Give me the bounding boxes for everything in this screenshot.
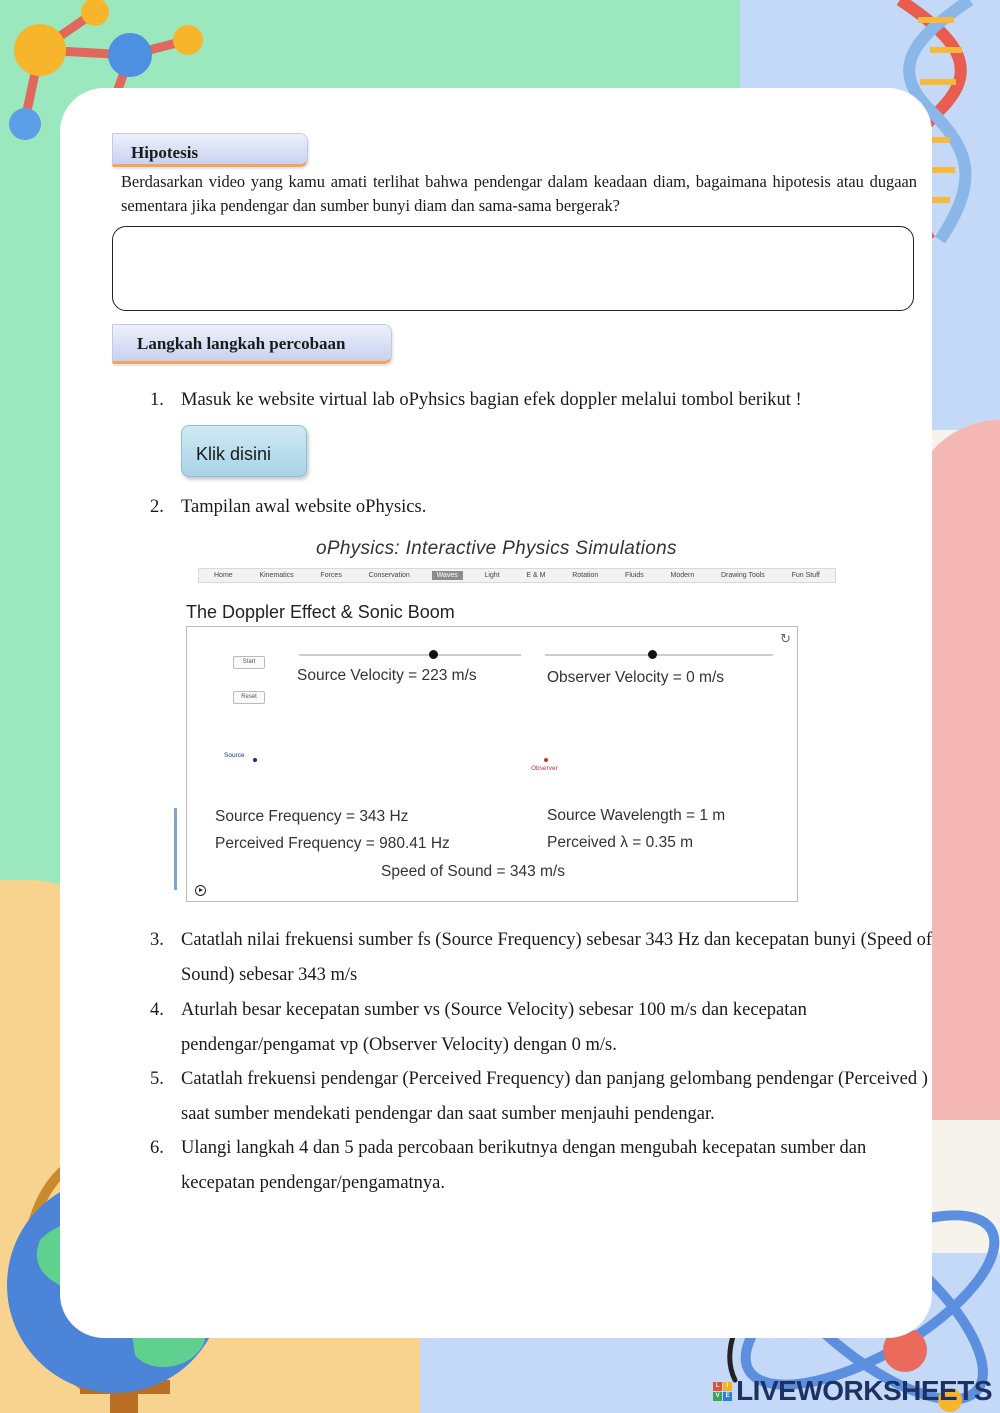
refresh-icon: ↻ (780, 631, 791, 646)
source-wavelength-label: Source Wavelength = 1 m (547, 807, 726, 824)
observer-dot (544, 758, 548, 762)
source-frequency-label: Source Frequency = 343 Hz (215, 808, 409, 825)
source-dot-label: Source (224, 752, 245, 759)
step-text: Catatlah nilai frekuensi sumber fs (Source Frequency) sebesar 343 Hz dan kecepatan bunyi (Speed of Sound) sebesar 343 m/s (181, 930, 933, 985)
nav-item: E & M (526, 572, 546, 579)
step-6 (150, 1131, 940, 1201)
source-dot (253, 758, 257, 762)
step-2 (150, 490, 940, 525)
play-icon (195, 885, 206, 896)
sim-title: The Doppler Effect & Sonic Boom (186, 602, 455, 622)
nav-item: Modern (670, 572, 695, 579)
reset-button: Reset (233, 691, 265, 704)
nav-item: Light (484, 572, 500, 579)
source-velocity-label: Source Velocity = 223 m/s (297, 667, 477, 684)
ophysics-screenshot (174, 530, 844, 905)
step-text: Aturlah besar kecepatan sumber vs (Source Velocity) sebesar 100 m/s dan kecepatan pendengar/pengamat vp (Observer Velocity) dengan 0 m/s. (181, 1000, 807, 1055)
nav-item: Kinematics (259, 572, 294, 579)
logo-mark-letter: L (713, 1382, 722, 1391)
scroll-indicator (174, 808, 177, 890)
hipotesis-heading: Hipotesis (112, 133, 308, 167)
slider-knob (648, 650, 657, 659)
source-velocity-slider (299, 654, 521, 656)
step-text: Ulangi langkah 4 dan 5 pada percobaan berikutnya dengan mengubah kecepatan sumber dan kecepatan pendengar/pengamatnya. (181, 1138, 867, 1193)
observer-velocity-slider (545, 654, 773, 656)
nav-item: Forces (320, 572, 342, 579)
step-number: 5. (150, 1069, 164, 1089)
nav-item: Fun Stuff (791, 572, 820, 579)
site-title: oPhysics: Interactive Physics Simulations (316, 538, 677, 559)
hipotesis-answer-field[interactable] (112, 226, 914, 311)
observer-dot-label: Observer (531, 765, 558, 772)
step-4 (150, 993, 940, 1063)
step-text: Masuk ke website virtual lab oPyhsics bagian efek doppler melalui tombol berikut ! (181, 390, 802, 410)
liveworksheets-logo (713, 1375, 992, 1407)
observer-velocity-label: Observer Velocity = 0 m/s (547, 669, 725, 686)
step-3 (150, 923, 940, 993)
step-number: 1. (150, 390, 164, 410)
logo-mark-icon (713, 1382, 732, 1401)
site-nav (198, 568, 836, 583)
perceived-lambda-label: Perceived λ = 0.35 m (547, 834, 694, 851)
start-button: Start (233, 656, 265, 669)
speed-of-sound-label: Speed of Sound = 343 m/s (381, 863, 565, 880)
nav-item-active: Waves (432, 571, 463, 580)
step-5 (150, 1062, 940, 1132)
logo-mark-letter: E (723, 1392, 732, 1401)
logo-text: LIVEWORKSHEETS (736, 1375, 992, 1406)
langkah-heading: Langkah langkah percobaan (112, 324, 392, 364)
step-number: 2. (150, 497, 164, 517)
hipotesis-question: Berdasarkan video yang kamu amati terlihat bahwa pendengar dalam keadaan diam, bagaimana hipotesis atau dugaan sementara jika pendengar dan sumber bunyi diam dan sama-sama bergerak? (121, 172, 917, 215)
step-1 (150, 383, 940, 418)
step-text: Catatlah frekuensi pendengar (Perceived Frequency) dan panjang gelombang pendengar (Perceived ) saat sumber mendekati pendengar dan saat sumber menjauhi pendengar. (181, 1069, 928, 1124)
step-text: Tampilan awal website oPhysics. (181, 497, 427, 517)
klik-disini-button[interactable]: Klik disini (181, 425, 307, 477)
step-number: 4. (150, 1000, 164, 1020)
step-number: 3. (150, 930, 164, 950)
nav-item: Conservation (368, 572, 410, 579)
slider-knob (429, 650, 438, 659)
logo-mark-letter: I (723, 1382, 732, 1391)
logo-mark-letter: V (713, 1392, 722, 1401)
simulation-panel (186, 626, 798, 902)
nav-item: Fluids (625, 572, 644, 579)
nav-item: Home (214, 572, 233, 579)
nav-item: Drawing Tools (720, 572, 765, 579)
step-number: 6. (150, 1138, 164, 1158)
perceived-frequency-label: Perceived Frequency = 980.41 Hz (215, 835, 450, 852)
nav-item: Rotation (572, 572, 599, 579)
